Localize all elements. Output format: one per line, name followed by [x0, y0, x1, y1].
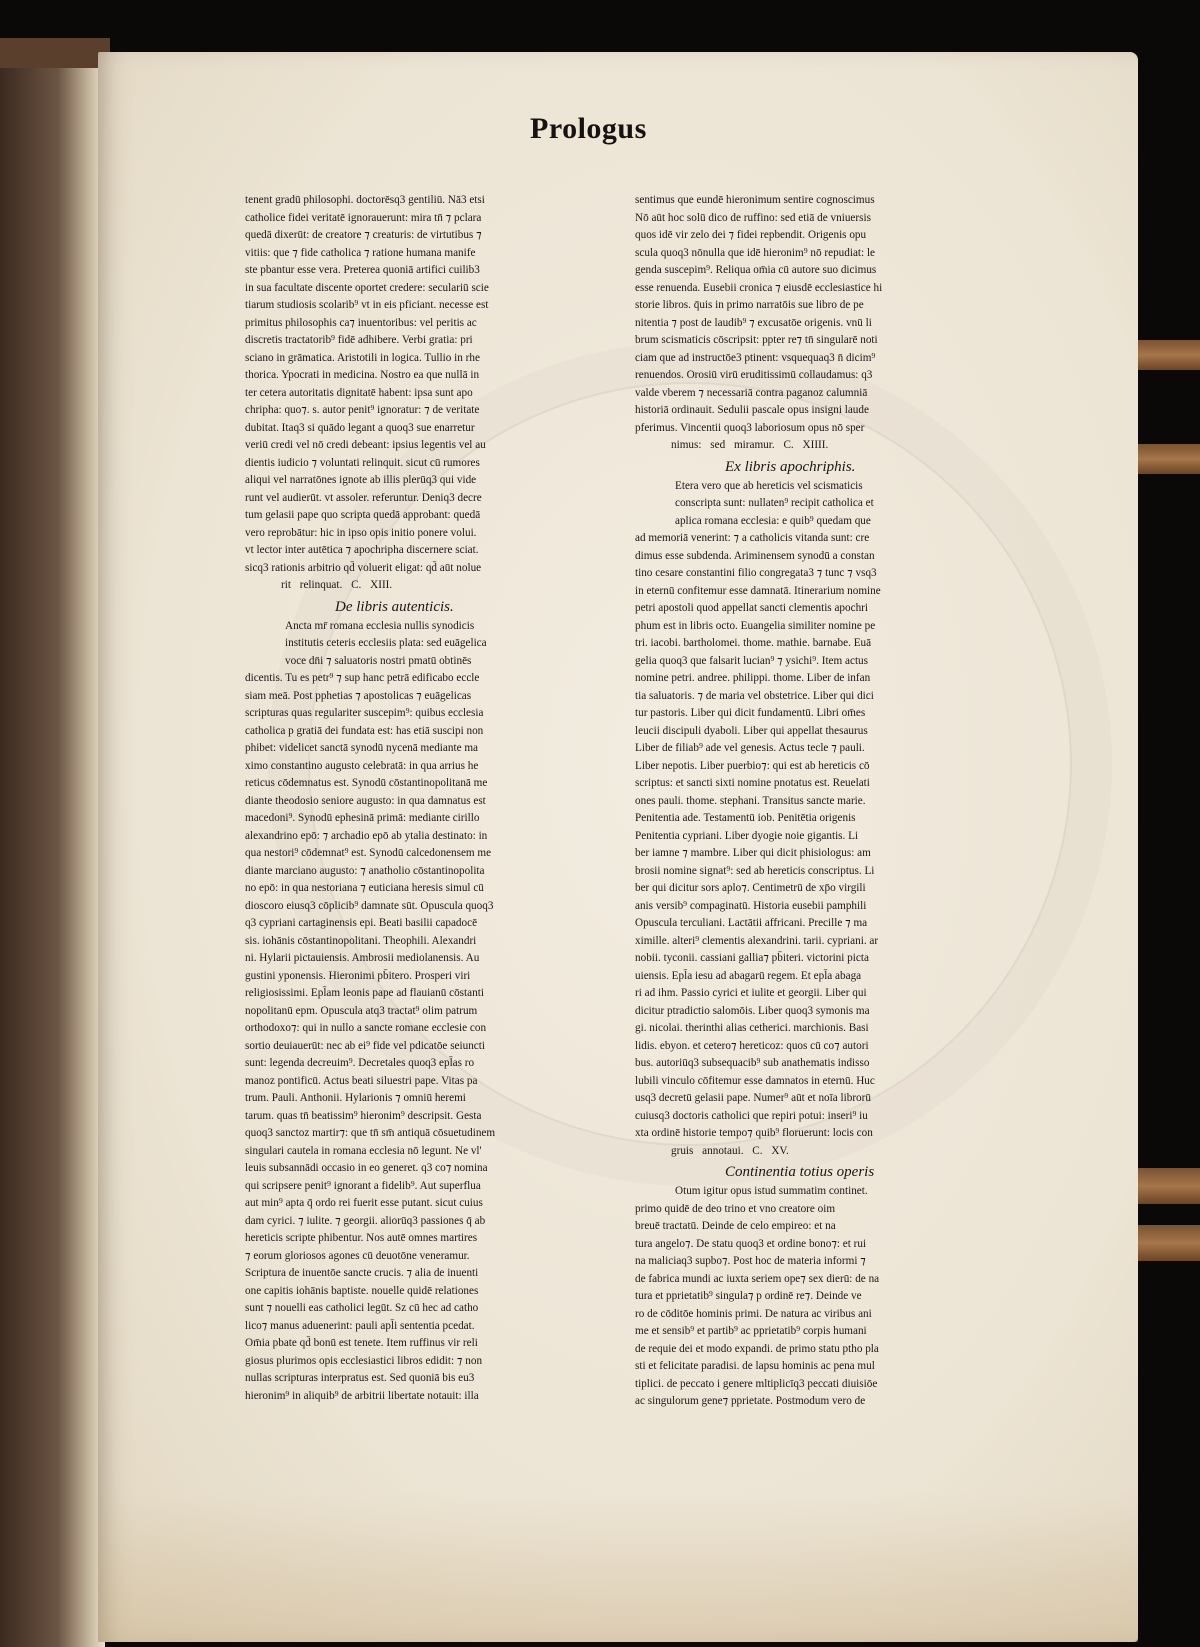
text-line: institutis ceteris ecclesiis plata: sed euāgelica [285, 637, 487, 649]
text-line: pferimus. Vincentii quoq3 laboriosum opus nō sper [635, 421, 865, 434]
text-line: siam meā. Post pphetias ⁊ apostolicas ⁊ euāgelicas [245, 689, 472, 702]
text-line: scriptus: et sancti sixti nomine pnotatus est. Reuelati [635, 777, 870, 789]
text-line: tia saluatoris. ⁊ de maria vel obstetrice. Liber qui dici [635, 689, 874, 702]
text-line: esse renuenda. Eusebii cronica ⁊ eiusdē ecclesiastice hi [635, 281, 883, 294]
running-head: Prologus [530, 112, 647, 145]
text-line: nullas scripturas interpratus est. Sed quoniā bis eu3 [245, 1372, 475, 1384]
chapter-marker-line: nimus: sed miramur. C. XIIII. [671, 439, 829, 451]
text-line: sunt: legenda decreuim⁹. Decretales quoq3 epl̄as ro [245, 1057, 475, 1069]
text-line: ni. Hylarii pictauiensis. Ambrosii mediolanensis. Au [245, 952, 480, 964]
text-line: scripturas quas regulariter suscepim⁹: quibus ecclesia [245, 707, 484, 719]
text-line: qui scripsere penit⁹ ignorant a fidelib⁹. Aut superflua [245, 1179, 481, 1192]
text-column-left [245, 192, 557, 1405]
binding-strap [1132, 1168, 1200, 1204]
text-line: aplica romana ecclesia: e quib⁹ quedam que [675, 514, 871, 527]
text-line: nopolitanū epm. Opuscula atq3 tractat⁹ olim patrum [245, 1004, 478, 1017]
text-line: catholica p gratiā dei fundata est: has etiā suscipi non [245, 724, 484, 737]
text-line: ac singulorum gene⁊ pprietate. Postmodum vero de [635, 1395, 866, 1407]
text-line: de fabrica mundi ac iuxta seriem ope⁊ sex dierū: de na [635, 1272, 880, 1285]
text-line: tri. iacobi. bartholomei. thome. mathie. barnabe. Euā [635, 637, 872, 649]
text-line: me et sensib⁹ et partib⁹ ac pprietatib⁹ corpis humani [635, 1325, 867, 1337]
text-line: conscripta sunt: nullaten⁹ recipit catholica et [675, 497, 874, 509]
text-line: tiarum studiosis scolarib⁹ vt in eis pficiant. necesse est [245, 299, 489, 311]
text-line: dientis iudicio ⁊ voluntati relinquit. sicut cū rumores [245, 456, 480, 469]
text-line: nitentia ⁊ post de laudib⁹ ⁊ excusatōe origenis. vnū li [635, 316, 872, 329]
text-line: vero reprobātur: hic in ipso opis initio ponere volui. [245, 526, 477, 539]
text-line: sti et felicitate paradisi. de lapsu hominis ac pena mul [635, 1360, 875, 1372]
text-line: trum. Pauli. Anthonii. Hylarionis ⁊ omniū heremi [245, 1092, 466, 1104]
chapter-marker-line: rit relinquat. C. XIII. [281, 579, 393, 591]
text-line: gustini yponensis. Hieronimi pb̄itero. Prosperi viri [245, 969, 471, 982]
text-line: discretis tractatorib⁹ fidē adhibere. Verbi gratia: pri [245, 334, 473, 346]
text-line: dam cyrici. ⁊ iulite. ⁊ georgii. aliorūq3 passiones q̄ ab [245, 1214, 486, 1227]
text-line: sortio deuiauerūt: nec ab ei⁹ fide vel pdicatōe seiuncti [245, 1039, 485, 1052]
text-line: xta ordinē historie tempo⁊ quib⁹ floruerunt: locis con [635, 1127, 873, 1139]
text-line: in eternū confitemur esse damnatā. Itinerarium nomine [635, 584, 881, 597]
text-line: tum gelasii pape quo scripta quedā approbant: quedā [245, 509, 481, 521]
text-line: dimus esse subdenda. Ariminensem synodū a constan [635, 549, 875, 562]
text-line: brum scismaticis cōscripsit: ppter re⁊ tn̄ singularē noti [635, 334, 878, 346]
section-heading: De libris autenticis. [335, 598, 454, 615]
text-line: giosus plurimos opis ecclesiastici libros edidit: ⁊ non [245, 1354, 483, 1367]
text-line: renuendos. Orosiū virū eruditissimū collaudamus: q3 [635, 369, 873, 381]
text-line: ste pbantur esse vera. Preterea quoniā artifici cuilib3 [245, 264, 480, 276]
text-line: usq3 decretū gelasii pape. Numer⁹ aūt et noīa librorū [635, 1092, 871, 1104]
text-line: lidis. ebyon. et cetero⁊ hereticoz: quos cū co⁊ autori [635, 1039, 869, 1052]
text-line: anis versib⁹ compaginatū. Historia eusebii pamphili [635, 899, 867, 912]
text-line: dioscoro eiusq3 cōplicib⁹ damnate sūt. Opuscula quoq3 [245, 899, 494, 912]
chapter-marker-line: gruis annotaui. C. XV. [671, 1144, 789, 1157]
text-line: aut min⁹ apta q̄ ordo rei fuerit esse putant. sicut cuius [245, 1197, 483, 1209]
text-line: veriū credi vel nō credi debeant: ipsius legentis vel au [245, 439, 486, 451]
text-line: leuis subsannādi occasio in eo generet. q3 co⁊ nomina [245, 1162, 488, 1174]
text-line: macedoni⁹. Synodū ephesinā primā: mediante cirillo [245, 812, 480, 824]
text-line: ad memoriā venerint: ⁊ a catholicis vitanda sunt: cre [635, 532, 870, 544]
text-line: gi. nicolai. therinthi alias cetherici. marchionis. Basi [635, 1022, 869, 1034]
text-line: diante theodosio seniore augusto: in qua damnatus est [245, 794, 486, 807]
text-line: dicitur ptradictio salomōis. Liber quoq3 symonis ma [635, 1004, 870, 1017]
text-line: uiensis. Epl̄a iesu ad abagarū regem. Et epl̄a abaga [635, 969, 862, 982]
text-line: dubitat. Itaq3 si quādo legant a quoq3 sue enarretur [245, 421, 475, 434]
text-line: sicq3 rationis arbitrio qd̄ voluerit eligat: qd̄ aūt nolue [245, 561, 482, 574]
text-line: nomine petri. andree. philippi. thome. Liber de infan [635, 672, 871, 684]
text-line: ri ad ihm. Passio cyrici et iulite et georgii. Liber qui [635, 987, 867, 999]
text-line: ber iamne ⁊ mambre. Liber qui dicit phisiologus: am [635, 847, 871, 859]
text-line: breuē tractatū. Deinde de celo empireo: et na [635, 1220, 836, 1232]
section-heading: Ex libris apochriphis. [725, 458, 856, 475]
text-line: quoq3 sanctoz martir⁊: que tn̄ sm̄ antiquā cōsuetudinem [245, 1127, 496, 1139]
book-binding-top [0, 38, 110, 68]
text-line: gelia quoq3 que falsarit lucian⁹ ⁊ ysichi⁹. Item actus [635, 654, 869, 667]
text-line: storie libros. q̄uis in primo narratōis sue libro de pe [635, 299, 864, 311]
text-line: lico⁊ manus aduenerint: pauli apl̄i sententia pcedat. [245, 1319, 475, 1332]
text-line: Otum igitur opus istud summatim continet. [675, 1185, 868, 1197]
text-line: diante marciano augusto: ⁊ anatholio cōstantinopolita [245, 864, 485, 877]
text-line: Etera vero que ab hereticis vel scismaticis [675, 479, 863, 492]
text-line: de requie dei et modo expandi. de primo statu ptho pla [635, 1342, 879, 1355]
text-line: ximo constantino augusto celebratā: in qua arrius he [245, 759, 479, 772]
text-line: sciano in grāmatica. Aristotili in logica. Tullio in rhe [245, 351, 480, 364]
text-line: tarum. quas tn̄ beatissim⁹ hieronim⁹ descripsit. Gesta [245, 1109, 482, 1122]
text-line: ximille. alteri⁹ clementis alexandrini. tarii. cypriani. ar [635, 934, 879, 947]
binding-strap [1132, 1225, 1200, 1261]
text-line: petri apostoli quod appellat sancti clementis apochri [635, 602, 869, 614]
text-line: ro de cōditōe hominis primi. De natura ac viribus ani [635, 1307, 872, 1320]
text-line: vt lector inter autētica ⁊ apochripha discernere sciat. [245, 544, 479, 556]
text-line: tura et pprietatib⁹ singula⁊ p ordinē re⁊. Deinde ve [635, 1290, 862, 1302]
text-line: bus. autoriūq3 subsequacib⁹ sub anathematis indisso [635, 1057, 870, 1069]
text-line: tenent gradū philosophi. doctorēsq3 gentiliū. Nā3 etsi [245, 194, 485, 206]
text-line: tur pastoris. Liber qui dicit fundamentū. Libri om̄es [635, 707, 866, 719]
text-line: tiplici. de peccato i genere mltiplicīq3 peccati diuisiōe [635, 1377, 878, 1390]
text-line: Penitentia ade. Testamentū iob. Penitētia origenis [635, 812, 856, 824]
text-line: in sua facultate discente oportet credere: seculariū scie [245, 281, 489, 294]
binding-strap [1132, 444, 1200, 474]
text-line: aliqui vel narratōnes ignote ab illis plerūq3 qui vide [245, 474, 477, 486]
text-line: singulari cautela in romana ecclesia nō legunt. Ne vl' [245, 1144, 482, 1157]
text-line: chripha: quo⁊. s. autor penit⁹ ignoratur: ⁊ de veritate [245, 404, 480, 416]
text-line: reticus cōdemnatus est. Synodū cōstantinopolitanā me [245, 777, 488, 789]
text-line: hieronim⁹ in aliquib⁹ de arbitrii libertate notauit: illa [245, 1389, 479, 1402]
book-binding-left [0, 40, 105, 1647]
text-line: ter cetera autoritatis dignitatē habent: ipsa sunt apo [245, 386, 473, 399]
text-line: historiā ordinauit. Sedulii pascale opus insigni laude [635, 404, 869, 416]
text-line: vitiis: que ⁊ fide catholica ⁊ ratione humana manife [245, 246, 476, 259]
text-line: q3 cypriani cartaginensis epi. Beati basilii capadocē [245, 917, 478, 929]
binding-strap [1132, 340, 1200, 370]
section-heading: Continentia totius operis [725, 1164, 875, 1180]
text-line: lubili vinculo cōfitemur esse damnatos in eternū. Huc [635, 1074, 875, 1087]
text-line: scula quoq3 nōnulla que idē hieronim⁹ nō repudiat: le [635, 246, 876, 259]
text-column-right [635, 192, 947, 1411]
text-line: Om̄ia pbate qd̄ bonū est tenete. Item ruffinus vir reli [245, 1337, 478, 1349]
text-line: Opuscula terculiani. Lactātii affricani. Precille ⁊ ma [635, 917, 868, 929]
text-line: quedā dixerūt: de creatore ⁊ creaturis: de virtutibus ⁊ [245, 229, 482, 241]
text-line: no epō: in qua nestoriana ⁊ euticiana heresis simul cū [245, 882, 484, 894]
text-line: ciam que ad instructōe3 ptinent: vsquequaq3 n̄ dicim⁹ [635, 351, 876, 364]
text-line: Scriptura de inuentōe sancte crucis. ⁊ alia de inuenti [245, 1267, 479, 1279]
text-line: thorica. Ypocrati in medicina. Nostro ea que nullā in [245, 369, 480, 381]
text-line: religiosissimi. Epl̄am leonis pape ad flauianū cōstanti [245, 987, 484, 999]
text-line: ones pauli. thome. stephani. Transitus sancte marie. [635, 794, 866, 807]
text-line: tino cesare constantini filio congregata3 ⁊ tunc ⁊ vsq3 [635, 567, 877, 579]
text-line: cuiusq3 doctoris catholici que repiri potui: inseri⁹ iu [635, 1109, 868, 1122]
text-line: sunt ⁊ nouelli eas catholici legūt. Sz cū hec ad catho [245, 1302, 479, 1314]
text-line: catholice fidei veritatē ignorauerunt: mira tn̄ ⁊ pclara [245, 211, 482, 224]
text-line: genda suscepim⁹. Reliqua om̄ia cū autore suo dicimus [635, 264, 877, 276]
text-line: sis. iohānis cōstantinopolitani. Theophili. Alexandri [245, 934, 477, 947]
text-line: manoz pontificū. Actus beati siluestri pape. Vitas pa [245, 1074, 478, 1087]
text-line: Nō aūt hoc solū dico de ruffino: sed etiā de vniuersis [635, 211, 871, 224]
text-line: Ancta mr̄ romana ecclesia nullis synodicis [285, 619, 475, 632]
text-line: hereticis scripte phibentur. Nos autē omnes martires [245, 1232, 478, 1244]
text-line: orthodoxo⁊: qui in nullo a sancte romane ecclesie con [245, 1022, 487, 1034]
text-line: Penitentia cypriani. Liber dyogie noie gigantis. Li [635, 829, 859, 842]
text-line: one capitis iohānis baptiste. nouelle quidē relationes [245, 1284, 479, 1297]
text-line: na maliciaq3 supbo⁊. Post hoc de materia informi ⁊ [635, 1255, 866, 1267]
text-line: qua nestori⁹ cōdemnat⁹ est. Synodū calcedonensem me [245, 847, 492, 859]
text-line: runt vel audierūt. vt assoler. referuntur. Deniq3 decre [245, 491, 482, 504]
text-line: voce dn̄i ⁊ saluatoris nostri pmatū obtinēs [285, 654, 472, 667]
text-line: alexandrino epō: ⁊ archadio epō ab ytalia destinato: in [245, 829, 488, 842]
text-line: valde vberem ⁊ necessariā contra paganoz calumniā [635, 386, 868, 399]
text-line: sentimus que eundē hieronimum sentire cognoscimus [635, 194, 875, 206]
text-line: primo quidē de deo trino et vno creatore oim [635, 1202, 836, 1215]
text-line: ⁊ eorum gloriosos agones cū deuotōne veneramur. [245, 1249, 470, 1262]
text-line: phibet: videlicet sanctā synodū nycenā mediante ma [245, 742, 478, 754]
text-line: quos idē vir zelo dei ⁊ fidei repbendit. Origenis opu [635, 229, 867, 241]
text-line: brosii nomine signat⁹: sed ab hereticis conscriptus. Li [635, 864, 875, 877]
text-line: dicentis. Tu es petr⁹ ⁊ sup hanc petrā edificabo eccle [245, 672, 480, 684]
text-line: ber qui dicitur sors aplo⁊. Centimetrū de xp̄o virgili [635, 882, 866, 894]
text-line: Liber nepotis. Liber puerbio⁊: qui est ab hereticis cō [635, 759, 870, 772]
text-line: leucii discipuli dyaboli. Liber qui appellat thesaurus [635, 724, 868, 737]
text-line: primitus philosophis ca⁊ inuentoribus: vel peritis ac [245, 316, 477, 329]
text-line: tura angelo⁊. De statu quoq3 et ordine bono⁊: et rui [635, 1237, 867, 1250]
text-line: nobii. tyconii. cassiani gallia⁊ pb̄iteri. victorini picta [635, 952, 869, 964]
text-line: phum est in libris octo. Euangelia similiter nomine pe [635, 619, 876, 632]
text-line: Liber de filiab⁹ ade vel genesis. Actus tecle ⁊ pauli. [635, 742, 865, 754]
